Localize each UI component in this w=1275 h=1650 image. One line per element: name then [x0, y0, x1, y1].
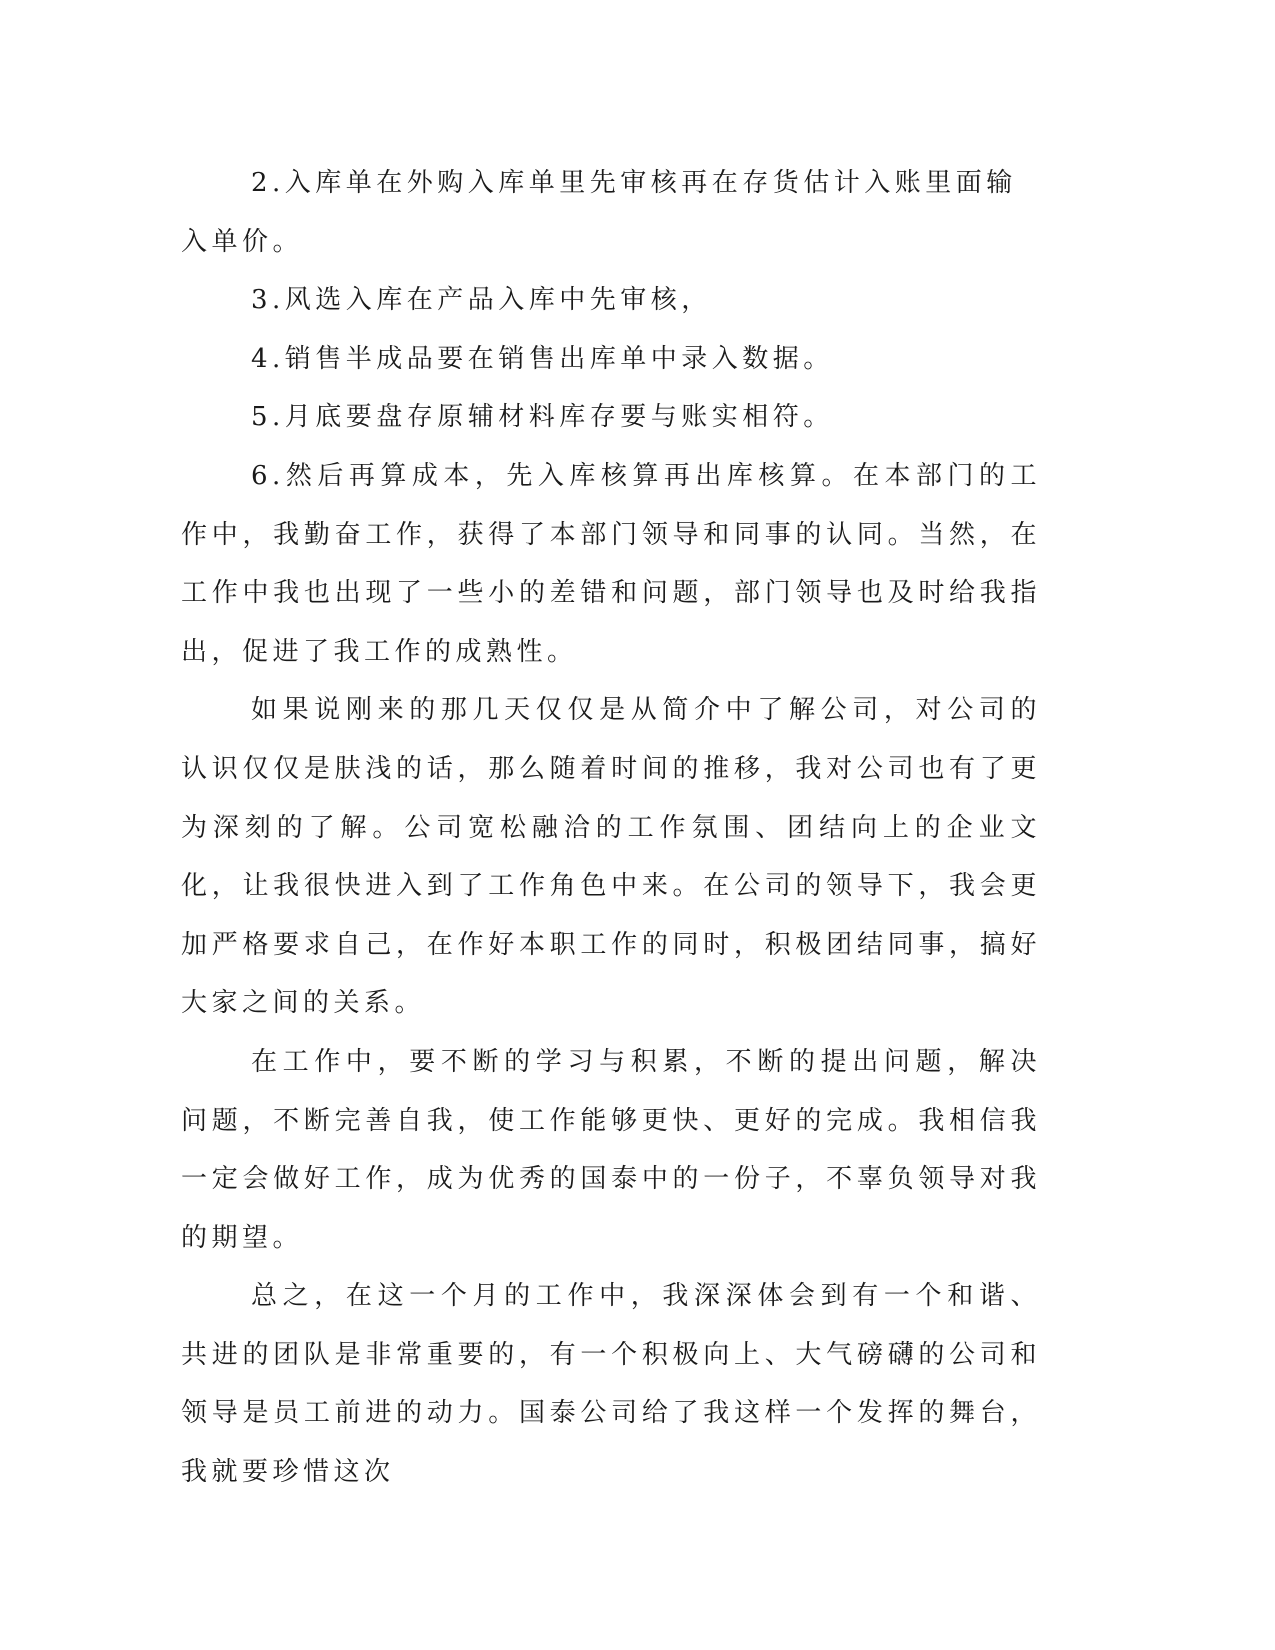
paragraph-company-understanding: 如果说刚来的那几天仅仅是从简介中了解公司，对公司的认识仅仅是肤浅的话，那么随着时间的推移，我对公司也有了更为深刻的了解。公司宽松融洽的工作氛围、团结向上的企业文化，让我很快进入到了工作角色中来。在公司的领导下，我会更加严格要求自己，在作好本职工作的同时，积极团结同事，搞好大家之间的关系。 [181, 695, 1041, 1019]
paragraph-summary: 总之，在这一个月的工作中，我深深体会到有一个和谐、共进的团队是非常重要的，有一个积极向上、大气磅礴的公司和领导是员工前进的动力。国泰公司给了我这样一个发挥的舞台，我就要珍惜这次 [181, 1281, 1041, 1488]
paragraph-item-6: 6.然后再算成本，先入库核算再出库核算。在本部门的工作中，我勤奋工作，获得了本部门领导和同事的认同。当然，在工作中我也出现了一些小的差错和问题，部门领导也及时给我指出，促进了我工作的成熟性。 [181, 460, 1041, 667]
document-body [181, 154, 1041, 1502]
paragraph-item-3: 3.风选入库在产品入库中先审核， [251, 285, 712, 316]
paragraph-item-2: 2.入库单在外购入库单里先审核再在存货估计入账里面输入单价。 [181, 168, 1017, 257]
paragraph-item-4: 4.销售半成品要在销售出库单中录入数据。 [251, 343, 834, 374]
paragraph-item-5: 5.月底要盘存原辅材料库存要与账实相符。 [251, 402, 834, 433]
paragraph-continuous-learning: 在工作中，要不断的学习与积累，不断的提出问题，解决问题，不断完善自我，使工作能够更快、更好的完成。我相信我一定会做好工作，成为优秀的国泰中的一份子，不辜负领导对我的期望。 [181, 1046, 1041, 1253]
